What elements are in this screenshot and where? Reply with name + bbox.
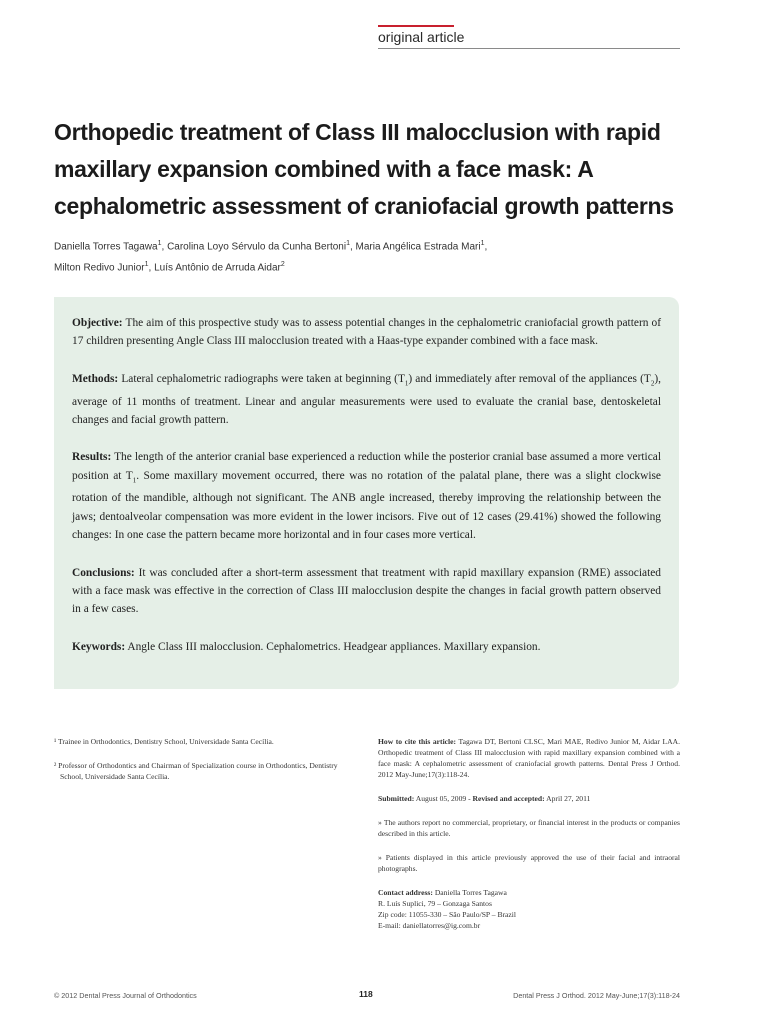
contact-email: E-mail: daniellatorres@ig.com.br bbox=[378, 921, 481, 930]
section-label-accent bbox=[378, 25, 454, 27]
article-title: Orthopedic treatment of Class III malocclusion with rapid maxillary expansion combined with a face mask: A cephalometric assessment of craniofacial growth patterns bbox=[54, 119, 674, 219]
dates-note: Submitted: August 05, 2009 - Revised and accepted: April 27, 2011 bbox=[378, 794, 591, 803]
footer-copyright: © 2012 Dental Press Journal of Orthodontics bbox=[54, 991, 197, 1000]
author-name: Daniella Torres Tagawa bbox=[54, 241, 158, 253]
abstract-box bbox=[54, 297, 679, 689]
affiliation-note: ² Professor of Orthodontics and Chairman of Specialization course in Orthodontics, Dentistry School, Universidade Santa Cecília. bbox=[54, 761, 338, 781]
author-name: Carolina Loyo Sérvulo da Cunha Bertoni bbox=[167, 241, 347, 253]
abstract-keywords: Keywords: Angle Class III malocclusion. Cephalometrics. Headgear appliances. Maxillary expansion. bbox=[72, 640, 541, 653]
patients-note: » Patients displayed in this article previously approved the use of their facial and intraoral photographs. bbox=[378, 853, 680, 873]
author-name: Milton Redivo Junior bbox=[54, 262, 145, 274]
abstract-conclusions: Conclusions: It was concluded after a short-term assessment that treatment with rapid maxillary expansion (RME) associated with a face mask was effective in the correction of Class III malocclusion despite the changes in facial growth pattern observed in a few cases. bbox=[72, 566, 661, 616]
abstract-objective: Objective: The aim of this prospective study was to assess potential changes in the cephalometric craniofacial growth pattern of 17 children presenting Angle Class III malocclusion treated with a Haas-type expander combined with a face mask. bbox=[72, 317, 661, 348]
section-label-text: original article bbox=[378, 29, 465, 45]
article-notes bbox=[378, 736, 680, 944]
abstract-methods: Methods: Lateral cephalometric radiographs were taken at beginning $(T_1)$ and immediately after removal of the appliances $(T_2)$, average of 11 months of treatment. Linear and angular measurements were used to evaluate the cranial base, dentoskeletal changes and facial growth pattern. bbox=[72, 372, 661, 426]
citation-note: How to cite this article: Tagawa DT, Bertoni CLSC, Mari MAE, Redivo Junior M, Aidar LAA. Orthopedic treatment of Class III malocclusion with rapid maxillary expansion combined with a face mask: A cephalometric assessment of craniofacial growth patterns. Dental Press J Orthod. 2012 May-June;17(3):118-24. bbox=[378, 737, 680, 779]
abstract-results: Results: The length of the anterior cranial base experienced a reduction while the posterior cranial base assumed a more vertical position at $T_1$. Some maxillary movement occurred, there was no rotation of the palatal plane, there was a slight clockwise rotation of the mandible, although not significant. The ANB angle increased, thereby improving the relationship between the jaws; dentoalveolar compensation was more evident in the lower incisors. Five out of 12 cases (29.41%) showed the following changes: In one case the pattern became more horizontal and in four cases more vertical. bbox=[72, 451, 661, 542]
interest-note: » The authors report no commercial, proprietary, or financial interest in the products or companies described in this article. bbox=[378, 818, 680, 838]
section-label bbox=[378, 27, 680, 49]
author-name: Luís Antônio de Arruda Aidar bbox=[154, 262, 281, 274]
contact-address: Contact address: Daniella Torres Tagawa R. Luís Suplici, 79 – Gonzaga Santos Zip code: 11055-330 – São Paulo/SP – Brazil E-mail: daniellatorres@ig.com.br bbox=[378, 888, 517, 930]
author-list: Daniella Torres Tagawa$^1$, Carolina Loyo Sérvulo da Cunha Bertoni$^1$, Maria Angélica Estrada Mari$^1$, Milton Redivo Junior$^1$, Luís Antônio de Arruda Aidar$^2$ bbox=[54, 240, 488, 274]
affiliation-notes bbox=[54, 736, 354, 795]
affiliation-note: ¹ Trainee in Orthodontics, Dentistry School, Universidade Santa Cecília. bbox=[54, 737, 274, 746]
footer-citation: Dental Press J Orthod. 2012 May-June;17(3):118-24 bbox=[513, 991, 680, 1000]
author-name: Maria Angélica Estrada Mari bbox=[355, 241, 481, 253]
page-number: 118 bbox=[359, 989, 373, 999]
